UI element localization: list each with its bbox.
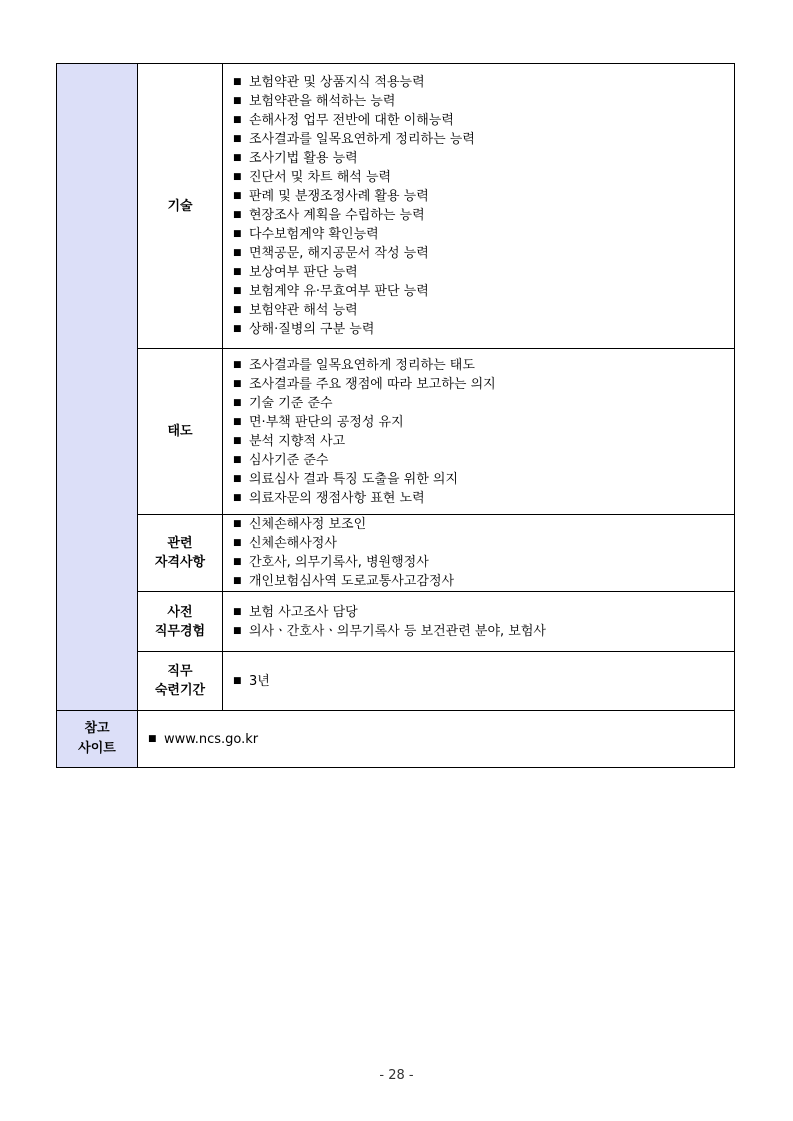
bullet-icon: ■ <box>233 115 242 125</box>
bullet-icon: ■ <box>233 153 242 163</box>
list-item: ■ 진단서 및 차트 해석 능력 <box>233 170 392 185</box>
bullet-icon: ■ <box>233 77 242 87</box>
list-item: ■ 개인보험심사역 도로교통사고감정사 <box>233 574 455 589</box>
list-item: ■ 조사기법 활용 능력 <box>233 151 358 166</box>
bullet-icon: ■ <box>233 305 242 315</box>
list-item: ■ 보험계약 유·무효여부 판단 능력 <box>233 284 429 299</box>
bullet-icon: ■ <box>233 625 242 636</box>
list-item: ■ 기술 기준 준수 <box>233 395 333 411</box>
competency-table <box>56 63 735 768</box>
bullet-icon: ■ <box>233 606 242 617</box>
section-items <box>223 64 734 348</box>
section-label: 기술 <box>138 64 223 348</box>
section-items <box>223 592 734 651</box>
bullet-icon: ■ <box>233 576 242 586</box>
list-item: ■ 보험약관을 해석하는 능력 <box>233 94 396 109</box>
list-item: ■ 다수보험계약 확인능력 <box>233 227 379 242</box>
section-label: 직무 숙련기간 <box>138 652 223 710</box>
bullet-icon: ■ <box>233 416 242 427</box>
section-items <box>223 652 734 710</box>
competency-main-row <box>57 64 734 711</box>
bullet-icon: ■ <box>233 191 242 201</box>
bullet-icon: ■ <box>233 286 242 296</box>
list-item: ■ 판례 및 분쟁조정사례 활용 능력 <box>233 189 429 204</box>
bullet-icon: ■ <box>233 675 242 686</box>
reference-row <box>57 711 734 767</box>
bullet-icon: ■ <box>233 229 242 239</box>
section-skills <box>138 64 734 349</box>
list-item: ■ 의료심사 결과 특징 도출을 위한 의지 <box>233 471 459 487</box>
section-proficiency-period <box>138 652 734 710</box>
list-item: ■ 3년 <box>233 673 270 689</box>
bullet-icon: ■ <box>233 519 242 529</box>
sub-rows <box>138 64 734 710</box>
list-item: ■ 조사결과를 일목요연하게 정리하는 능력 <box>233 132 475 147</box>
section-prior-experience <box>138 592 734 652</box>
bullet-icon: ■ <box>233 397 242 408</box>
list-item: ■ 보상여부 판단 능력 <box>233 265 358 280</box>
list-item: ■ 신체손해사정사 <box>233 536 337 551</box>
bullet-icon: ■ <box>233 248 242 258</box>
reference-link[interactable]: ■ www.ncs.go.kr <box>148 731 259 747</box>
section-items <box>223 515 734 591</box>
bullet-icon: ■ <box>233 454 242 465</box>
list-item: ■ 의료자문의 쟁점사항 표현 노력 <box>233 490 425 506</box>
section-label: 태도 <box>138 349 223 514</box>
list-item: ■ 면책공문, 해지공문서 작성 능력 <box>233 246 429 261</box>
bullet-icon: ■ <box>233 172 242 182</box>
section-attitude <box>138 349 734 515</box>
bullet-icon: ■ <box>233 359 242 370</box>
list-item: ■ 의사ㆍ간호사ㆍ의무기록사 등 보건관련 분야, 보험사 <box>233 623 546 639</box>
section-label: 관련 자격사항 <box>138 515 223 591</box>
bullet-icon: ■ <box>233 134 242 144</box>
list-item: ■ 보험 사고조사 담당 <box>233 604 358 620</box>
bullet-icon: ■ <box>233 96 242 106</box>
section-label: 사전 직무경험 <box>138 592 223 651</box>
bullet-icon: ■ <box>148 733 157 744</box>
list-item: ■ 분석 지향적 사고 <box>233 433 346 449</box>
section-items <box>223 349 734 514</box>
bullet-icon: ■ <box>233 378 242 389</box>
reference-label: 참고 사이트 <box>57 711 138 767</box>
list-item: ■ 면·부책 판단의 공정성 유지 <box>233 414 404 430</box>
page-number: - 28 - <box>379 1068 414 1083</box>
category-side-cell <box>57 64 138 710</box>
list-item: ■ 조사결과를 주요 쟁점에 따라 보고하는 의지 <box>233 376 496 392</box>
bullet-icon: ■ <box>233 324 242 334</box>
list-item: ■ 현장조사 계획을 수립하는 능력 <box>233 208 425 223</box>
list-item: ■ 간호사, 의무기록사, 병원행정사 <box>233 555 429 570</box>
list-item: ■ 신체손해사정 보조인 <box>233 517 367 532</box>
bullet-icon: ■ <box>233 492 242 503</box>
bullet-icon: ■ <box>233 210 242 220</box>
list-item: ■ 심사기준 준수 <box>233 452 329 468</box>
list-item: ■ 손해사정 업무 전반에 대한 이해능력 <box>233 113 454 128</box>
section-qualifications <box>138 515 734 592</box>
bullet-icon: ■ <box>233 473 242 484</box>
reference-items <box>138 711 734 767</box>
bullet-icon: ■ <box>233 267 242 277</box>
bullet-icon: ■ <box>233 538 242 548</box>
list-item: ■ 상해·질병의 구분 능력 <box>233 322 375 337</box>
bullet-icon: ■ <box>233 557 242 567</box>
list-item: ■ 조사결과를 일목요연하게 정리하는 태도 <box>233 357 475 373</box>
bullet-icon: ■ <box>233 435 242 446</box>
list-item: ■ 보험약관 해석 능력 <box>233 303 358 318</box>
list-item: ■ 보험약관 및 상품지식 적용능력 <box>233 75 425 90</box>
